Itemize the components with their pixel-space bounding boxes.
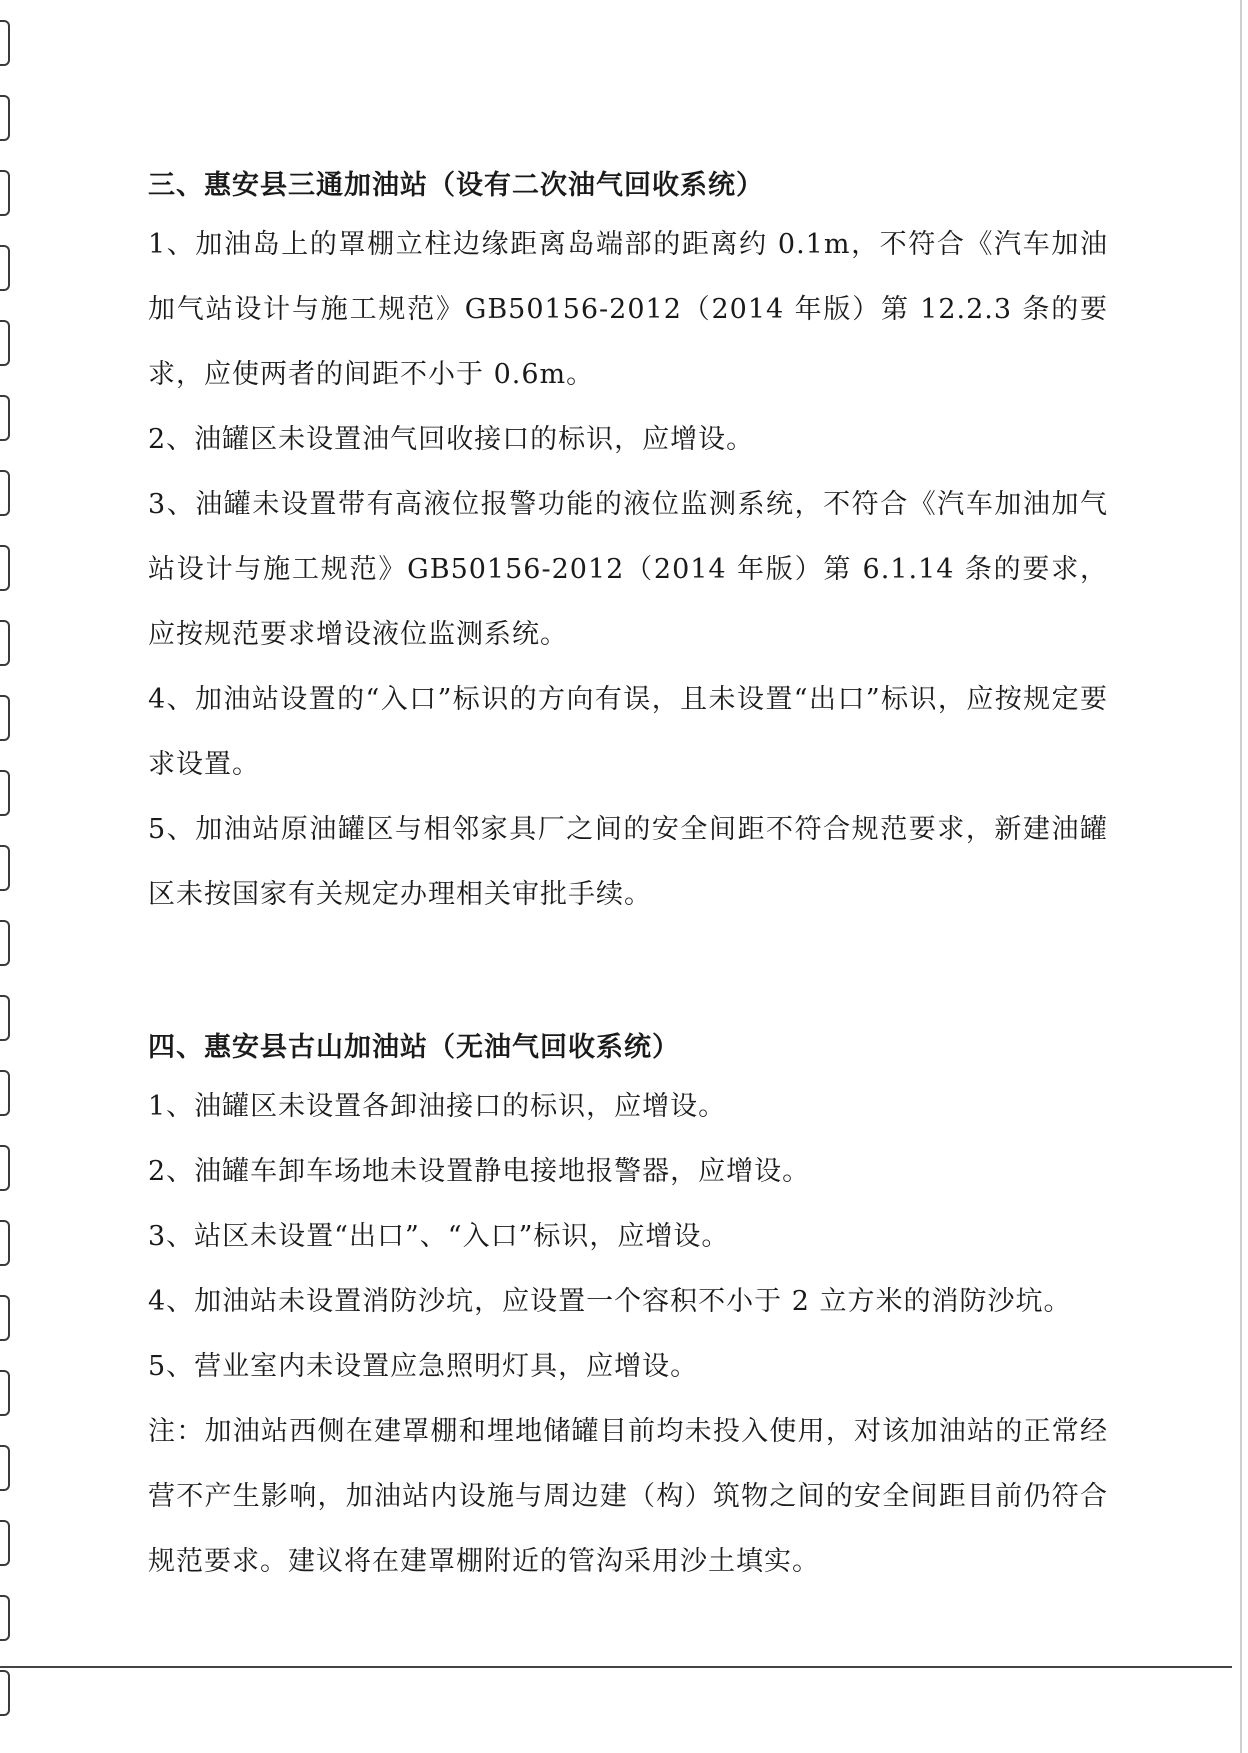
section-3-item-1: 1、加油岛上的罩棚立柱边缘距离岛端部的距离约 0.1m，不符合《汽车加油加气站设计与施工规范》GB50156-2012（2014 年版）第 12.2.3 条的要求，应使两者的间距不小于 0.6m。 (148, 229, 1108, 390)
section-4-item-4: 4、加油站未设置消防沙坑，应设置一个容积不小于 2 立方米的消防沙坑。 (148, 1286, 1072, 1317)
section-4-item-1: 1、油罐区未设置各卸油接口的标识，应增设。 (148, 1091, 727, 1122)
section-4-item-3: 3、站区未设置“出口”、“入口”标识，应增设。 (148, 1221, 730, 1252)
section-4-item-2: 2、油罐车卸车场地未设置静电接地报警器，应增设。 (148, 1156, 811, 1187)
section-4-item-5: 5、营业室内未设置应急照明灯具，应增设。 (148, 1351, 699, 1382)
section-heading-4: 四、惠安县古山加油站（无油气回收系统） (148, 1032, 680, 1063)
section-spacer (148, 927, 1108, 1022)
document-body (148, 160, 1108, 1594)
section-3-item-3: 3、油罐未设置带有高液位报警功能的液位监测系统，不符合《汽车加油加气站设计与施工规范》GB50156-2012（2014 年版）第 6.1.14 条的要求，应按规范要求增设液位监测系统。 (148, 489, 1108, 650)
binding-holes (0, 0, 14, 1753)
page-bottom-rule (0, 1666, 1232, 1668)
page-right-edge (1240, 0, 1242, 1753)
section-3-item-2: 2、油罐区未设置油气回收接口的标识，应增设。 (148, 424, 755, 455)
section-3-item-4: 4、加油站设置的“入口”标识的方向有误，且未设置“出口”标识，应按规定要求设置。 (148, 684, 1108, 780)
section-4-note: 注：加油站西侧在建罩棚和埋地储罐目前均未投入使用，对该加油站的正常经营不产生影响，加油站内设施与周边建（构）筑物之间的安全间距目前仍符合规范要求。建议将在建罩棚附近的管沟采用沙土填实。 (148, 1416, 1108, 1577)
section-heading-3: 三、惠安县三通加油站（设有二次油气回收系统） (148, 170, 764, 201)
section-3-item-5: 5、加油站原油罐区与相邻家具厂之间的安全间距不符合规范要求，新建油罐区未按国家有关规定办理相关审批手续。 (148, 814, 1108, 910)
